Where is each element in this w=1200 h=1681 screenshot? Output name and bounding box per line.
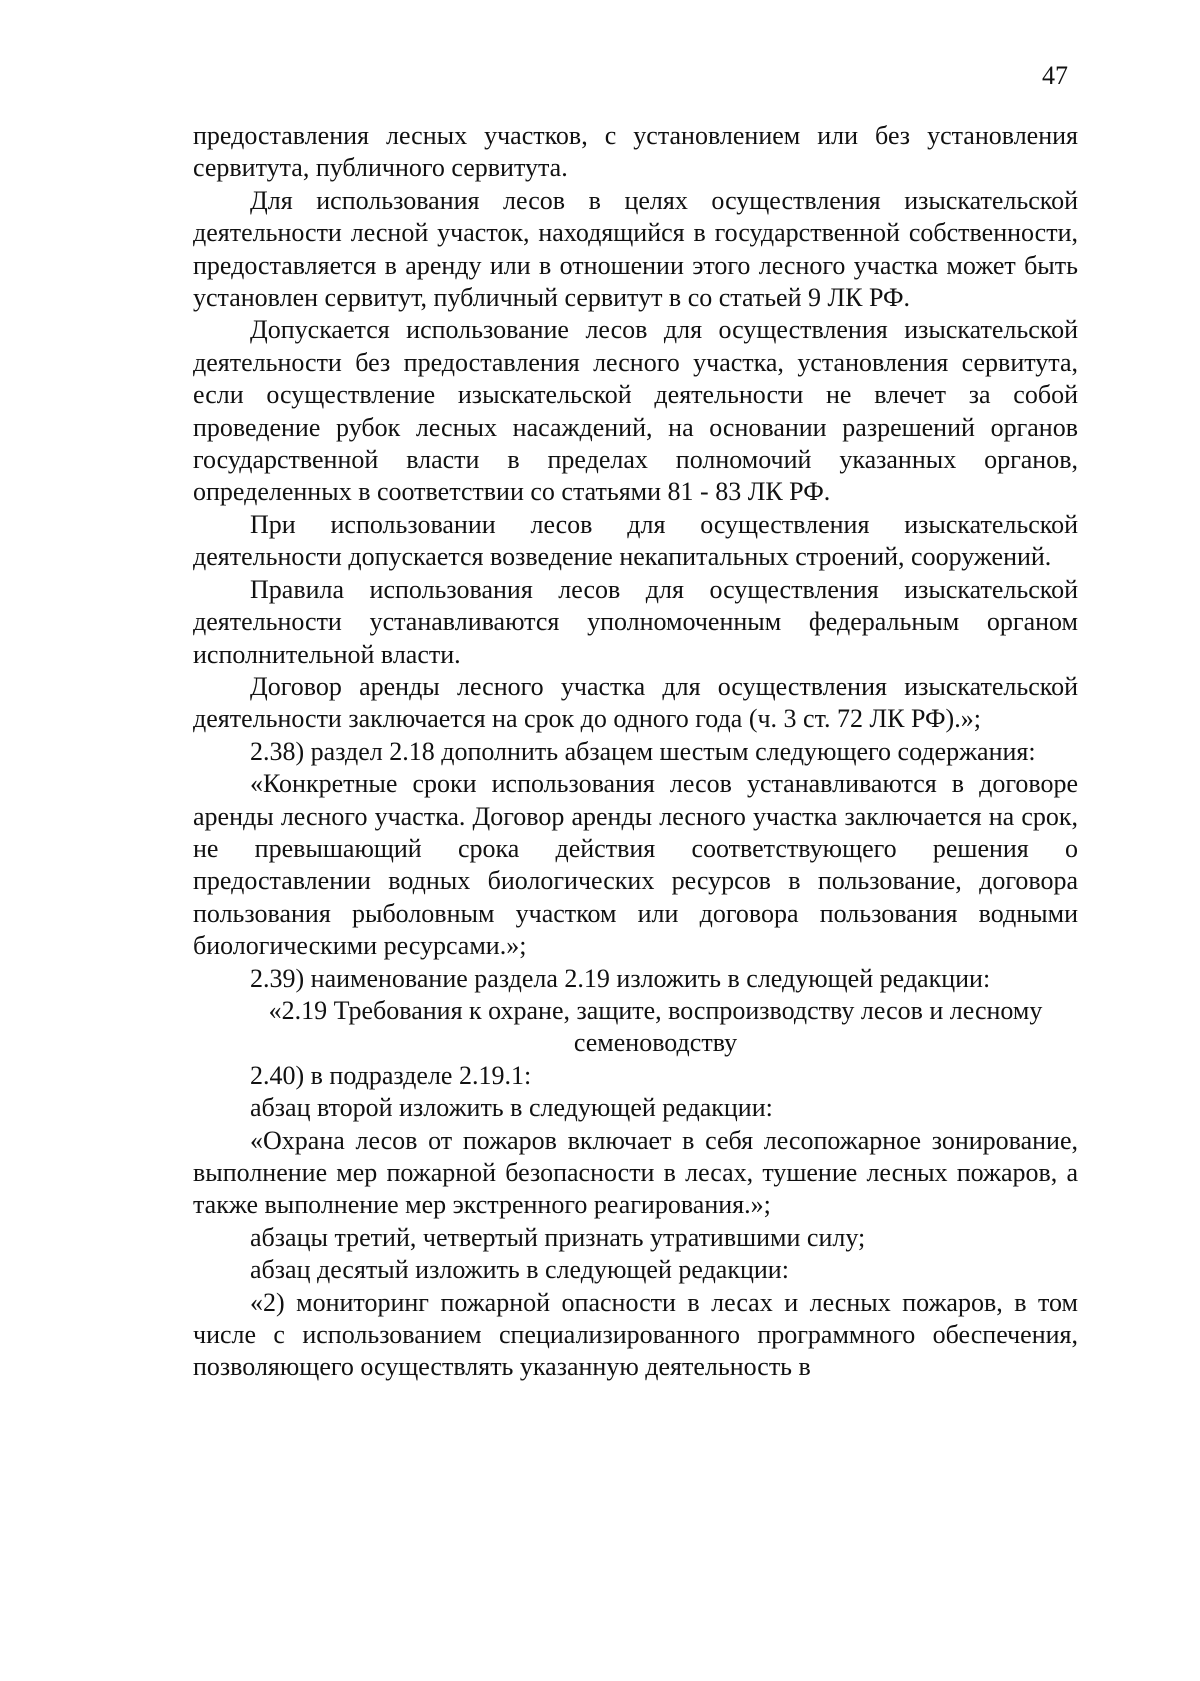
quoted-paragraph: «Конкретные сроки использования лесов устанавливаются в договоре аренды лесного участка. Договор аренды лесного участка заключается на срок, не превышающий срока действия соответствующего решения о предоставлении водных биологических ресурсов в пользование, договора пользования рыболовным участком или договора пользования водными биологическими ресурсами.»; [193, 769, 1078, 961]
page-number: 47 [1042, 61, 1068, 90]
amendment-item: 2.38) раздел 2.18 дополнить абзацем шестым следующего содержания: [250, 736, 1036, 766]
paragraph: абзацы третий, четвертый признать утратившими силу; [250, 1222, 866, 1252]
paragraph-continuation: предоставления лесных участков, с установлением или без установления сервитута, публичного сервитута. [193, 121, 1078, 183]
paragraph: При использовании лесов для осуществления изыскательской деятельности допускается возведение некапитальных строений, сооружений. [193, 509, 1078, 572]
amendment-item: 2.39) наименование раздела 2.19 изложить в следующей редакции: [250, 963, 991, 993]
quoted-paragraph: «2) мониторинг пожарной опасности в лесах и лесных пожаров, в том числе с использованием специализированного программного обеспечения, позволяющего осуществлять указанную деятельность в [193, 1287, 1078, 1382]
paragraph: абзац второй изложить в следующей редакции: [250, 1093, 773, 1123]
paragraph: Для использования лесов в целях осуществления изыскательской деятельности лесной участок, находящийся в государственной собственности, предоставляется в аренду или в отношении этого лесного участка может быть установлен сервитут, публичный сервитут в со статьей 9 ЛК РФ. [193, 185, 1078, 313]
section-heading: «2.19 Требования к охране, защите, воспроизводству лесов и лесному семеноводству [268, 995, 1043, 1058]
paragraph: Правила использования лесов для осуществления изыскательской деятельности устанавливаются уполномоченным федеральным органом исполнительной власти. [193, 574, 1078, 669]
paragraph: абзац десятый изложить в следующей редакции: [250, 1255, 789, 1285]
document-body [193, 120, 1078, 1384]
paragraph: Допускается использование лесов для осуществления изыскательской деятельности без предоставления лесного участка, установления сервитута, если осуществление изыскательской деятельности не влечет за собой проведение рубок лесных насаждений, на основании разрешений органов государственной власти в пределах полномочий указанных органов, определенных в соответствии со статьями 81 - 83 ЛК РФ. [193, 315, 1078, 507]
paragraph: Договор аренды лесного участка для осуществления изыскательской деятельности заключается на срок до одного года (ч. 3 ст. 72 ЛК РФ).»; [193, 671, 1078, 734]
amendment-item: 2.40) в подразделе 2.19.1: [250, 1060, 532, 1090]
quoted-paragraph: «Охрана лесов от пожаров включает в себя лесопожарное зонирование, выполнение мер пожарной безопасности в лесах, тушение лесных пожаров, а также выполнение мер экстренного реагирования.»; [193, 1125, 1078, 1220]
